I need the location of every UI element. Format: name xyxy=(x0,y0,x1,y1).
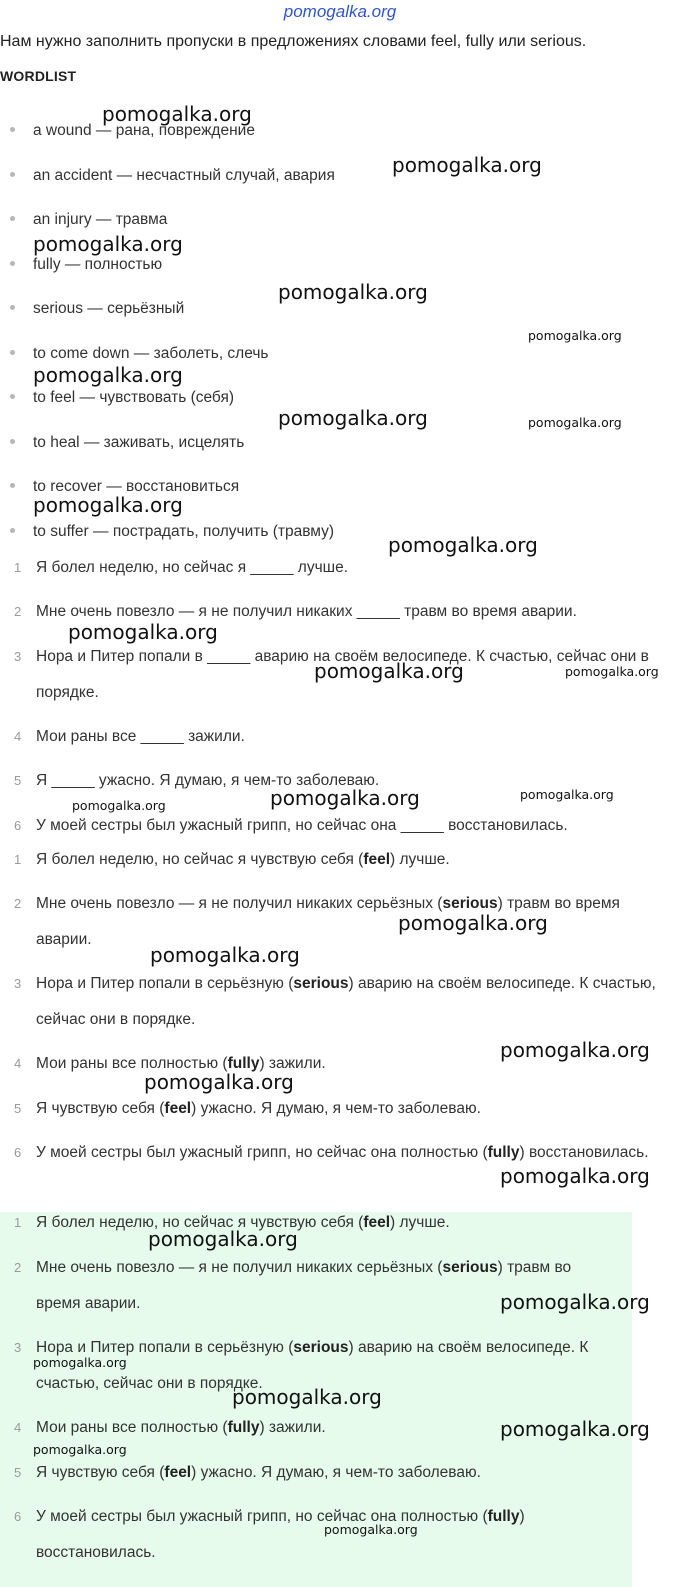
bullet-icon xyxy=(10,528,15,533)
watermark: pomogalka.org xyxy=(68,620,218,644)
item-number: 4 xyxy=(14,1056,22,1071)
item-text: Нора и Питер попали в _____ аварию на своём велосипеде. К счастью, сейчас они в порядке. xyxy=(36,648,649,701)
watermark: pomogalka.org xyxy=(278,280,428,304)
bullet-icon xyxy=(10,350,15,355)
wordlist-item xyxy=(10,211,167,229)
wordlist-item-text: an injury — травма xyxy=(33,211,168,228)
bullet-icon xyxy=(10,172,15,177)
item-text: Мне очень повезло — я не получил никаких серьёзных (serious) травм во время аварии. xyxy=(36,1259,572,1312)
item-number: 1 xyxy=(14,852,22,867)
bullet-icon xyxy=(10,305,15,310)
item-number: 5 xyxy=(14,1465,22,1480)
answer-word: feel xyxy=(363,851,391,868)
item-text: Я чувствую себя (feel) ужасно. Я думаю, я чем-то заболеваю. xyxy=(36,1100,481,1117)
item-text: Я чувствую себя (feel) ужасно. Я думаю, я чем-то заболеваю. xyxy=(36,1464,481,1481)
answer-word: feel xyxy=(164,1100,192,1117)
item-text: Я болел неделю, но сейчас я чувствую себя (feel) лучше. xyxy=(36,1214,450,1231)
answer-word: fully xyxy=(227,1419,260,1436)
wordlist-item-text: an accident — несчастный случай, авария xyxy=(33,167,335,184)
wordlist-item-text: to suffer — пострадать, получить (травму) xyxy=(33,523,335,540)
watermark: pomogalka.org xyxy=(392,153,542,177)
wordlist-item-text: to recover — восстановиться xyxy=(33,478,240,495)
item-text: У моей сестры был ужасный грипп, но сейчас она полностью (fully) восстановилась. xyxy=(36,1144,649,1161)
watermark: pomogalka.org xyxy=(232,1385,382,1409)
item-number: 5 xyxy=(14,773,22,788)
watermark: pomogalka.org xyxy=(314,659,464,683)
wordlist-item xyxy=(10,523,334,541)
item-number: 3 xyxy=(14,649,22,664)
wordlist-item xyxy=(10,300,184,318)
wordlist-item-text: to come down — заболеть, слечь xyxy=(33,345,269,362)
watermark: pomogalka.org xyxy=(500,1417,650,1441)
item-number: 5 xyxy=(14,1101,22,1116)
watermark: pomogalka.org xyxy=(278,406,428,430)
item-number: 4 xyxy=(14,1420,22,1435)
answer-word: feel xyxy=(164,1464,192,1481)
watermark: pomogalka.org xyxy=(150,943,300,967)
item-text: Мои раны все _____ зажили. xyxy=(36,728,245,745)
watermark: pomogalka.org xyxy=(33,1442,127,1457)
watermark: pomogalka.org xyxy=(324,1522,418,1537)
task-intro: Нам нужно заполнить пропуски в предложениях словами feel, fully или serious. xyxy=(0,33,587,50)
wordlist-title: WORDLIST xyxy=(0,68,77,84)
answer-word: fully xyxy=(487,1508,520,1525)
item-text: Мне очень повезло — я не получил никаких серьёзных (serious) травм во время аварии. xyxy=(36,895,620,948)
watermark: pomogalka.org xyxy=(528,415,622,430)
item-text: У моей сестры был ужасный грипп, но сейчас она полностью (fully) восстановилась. xyxy=(36,1508,525,1561)
bullet-icon xyxy=(10,439,15,444)
watermark: pomogalka.org xyxy=(500,1038,650,1062)
watermark: pomogalka.org xyxy=(388,533,538,557)
wordlist-item-text: to feel — чувствовать (себя) xyxy=(33,389,235,406)
answer-word: serious xyxy=(293,1339,349,1356)
watermark: pomogalka.org xyxy=(565,664,659,679)
item-number: 3 xyxy=(14,1340,22,1355)
item-text: Мои раны все полностью (fully) зажили. xyxy=(36,1055,326,1072)
wordlist-item xyxy=(10,434,244,452)
watermark: pomogalka.org xyxy=(144,1070,294,1094)
item-number: 1 xyxy=(14,1215,22,1230)
wordlist-item-text: serious — серьёзный xyxy=(33,300,185,317)
watermark: pomogalka.org xyxy=(500,1290,650,1314)
item-number: 2 xyxy=(14,896,22,911)
item-number: 3 xyxy=(14,976,22,991)
wordlist-item-text: to heal — заживать, исцелять xyxy=(33,434,245,451)
wordlist-item xyxy=(10,389,234,407)
watermark: pomogalka.org xyxy=(398,911,548,935)
item-text: Нора и Питер попали в серьёзную (serious) аварию на своём велосипеде. К счастью, сейчас они в порядке. xyxy=(36,1339,589,1392)
wordlist-item xyxy=(10,345,268,363)
item-number: 4 xyxy=(14,729,22,744)
bullet-icon xyxy=(10,394,15,399)
watermark: pomogalka.org xyxy=(72,798,166,813)
item-number: 2 xyxy=(14,1260,22,1275)
watermark: pomogalka.org xyxy=(102,102,252,126)
wordlist-item xyxy=(10,167,335,185)
answer-word: fully xyxy=(487,1144,520,1161)
bullet-icon xyxy=(10,216,15,221)
item-number: 6 xyxy=(14,1145,22,1160)
item-number: 6 xyxy=(14,818,22,833)
item-text: У моей сестры был ужасный грипп, но сейчас она _____ восстановилась. xyxy=(36,817,568,834)
answer-word: serious xyxy=(293,975,349,992)
watermark: pomogalka.org xyxy=(148,1227,298,1251)
bullet-icon xyxy=(10,127,15,132)
watermark: pomogalka.org xyxy=(528,328,622,343)
answer-word: fully xyxy=(227,1055,260,1072)
watermark: pomogalka.org xyxy=(33,363,183,387)
item-number: 2 xyxy=(14,604,22,619)
bullet-icon xyxy=(10,483,15,488)
item-text: Мои раны все полностью (fully) зажили. xyxy=(36,1419,326,1436)
wordlist-item-text: fully — полностью xyxy=(33,256,163,273)
item-text: Я болел неделю, но сейчас я чувствую себя (feel) лучше. xyxy=(36,851,450,868)
watermark: pomogalka.org xyxy=(33,232,183,256)
item-text: Нора и Питер попали в серьёзную (serious) аварию на своём велосипеде. К счастью, сейчас они в порядке. xyxy=(36,975,656,1028)
answer-word: serious xyxy=(442,895,498,912)
wordlist-item-text: a wound — рана, повреждение xyxy=(33,122,255,139)
item-text: Я _____ ужасно. Я думаю, я чем-то заболеваю. xyxy=(36,772,380,789)
site-header-link[interactable]: pomogalka.org xyxy=(283,2,397,21)
item-text: Я болел неделю, но сейчас я _____ лучше. xyxy=(36,559,349,576)
watermark: pomogalka.org xyxy=(33,493,183,517)
watermark: pomogalka.org xyxy=(270,786,420,810)
item-number: 1 xyxy=(14,560,22,575)
answer-word: feel xyxy=(363,1214,391,1231)
watermark: pomogalka.org xyxy=(500,1164,650,1188)
answer-word: serious xyxy=(442,1259,498,1276)
watermark: pomogalka.org xyxy=(33,1355,127,1370)
watermark: pomogalka.org xyxy=(520,787,614,802)
bullet-icon xyxy=(10,261,15,266)
item-text: Мне очень повезло — я не получил никаких _____ травм во время аварии. xyxy=(36,603,577,620)
wordlist-item xyxy=(10,256,162,274)
item-number: 6 xyxy=(14,1509,22,1524)
